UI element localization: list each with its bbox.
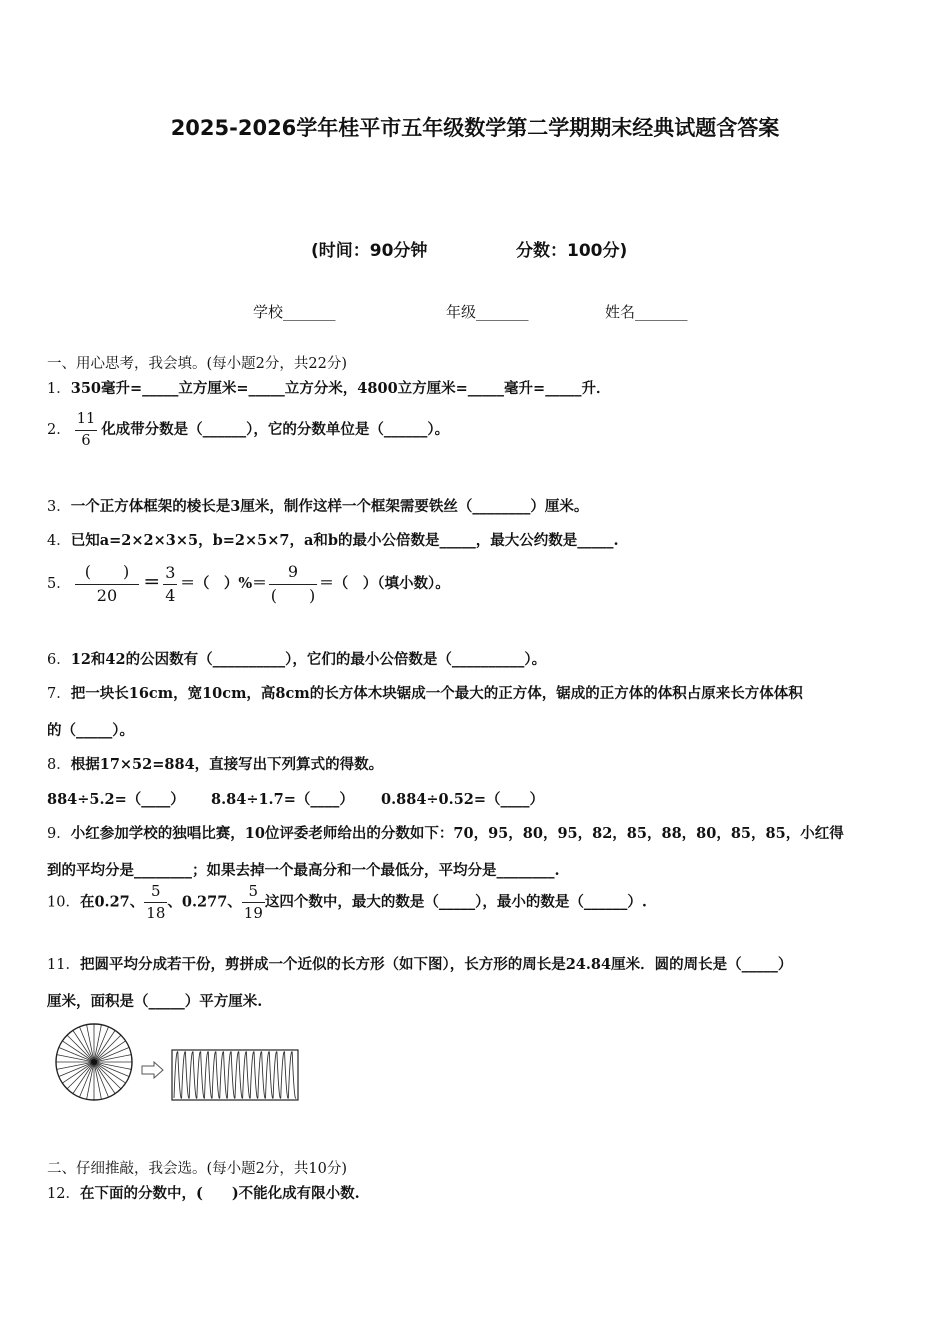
question-12 bbox=[47, 1182, 360, 1203]
fraction-denominator: ( ) bbox=[270, 586, 316, 605]
question-11 bbox=[47, 953, 792, 974]
fraction-numerator: 11 bbox=[75, 412, 97, 431]
question-number: 9． bbox=[47, 826, 71, 842]
question-5 bbox=[47, 564, 450, 604]
question-number: 6． bbox=[47, 652, 71, 668]
q8-item-3: 0.884÷0.52=（____） bbox=[381, 791, 545, 808]
question-text: 在下面的分数中，( )不能化成有限小数. bbox=[79, 1185, 360, 1202]
fraction-2 bbox=[163, 562, 177, 605]
question-text: 小红参加学校的独唱比赛，10位评委老师给出的分数如下：70，95，80，95，82，85，88，80，85，85，小红得 bbox=[70, 825, 844, 842]
name-field: 姓名_______ bbox=[605, 303, 688, 321]
question-10 bbox=[47, 884, 647, 921]
question-number: 5． bbox=[47, 576, 71, 592]
arrow-icon bbox=[142, 1062, 163, 1078]
question-number: 4． bbox=[47, 533, 71, 549]
question-2 bbox=[47, 412, 449, 448]
question-9-line-2: 到的平均分是________；如果去掉一个最高分和一个最低分，平均分是________. bbox=[47, 862, 560, 879]
question-text: 这四个数中，最大的数是（_____），最小的数是（______）. bbox=[264, 893, 647, 911]
fraction-denominator: 6 bbox=[81, 432, 91, 449]
fraction-numerator: 5 bbox=[242, 884, 265, 903]
circle-to-rectangle-figure bbox=[50, 1020, 310, 1110]
q8-item-1: 884÷5.2=（____） bbox=[47, 791, 185, 808]
question-text: 350毫升=_____立方厘米=_____立方分米，4800立方厘米=_____毫升=_____升． bbox=[70, 380, 611, 397]
fraction-denominator: 20 bbox=[96, 586, 118, 605]
exam-time: (时间：90分钟 bbox=[311, 241, 428, 261]
question-text: 化成带分数是（______），它的分数单位是（______）。 bbox=[101, 421, 450, 438]
q8-item-2: 8.84÷1.7=（____） bbox=[211, 791, 354, 808]
fraction-numerator: 3 bbox=[163, 565, 177, 585]
fraction-numerator: 9 bbox=[269, 564, 318, 585]
question-number: 2． bbox=[47, 422, 71, 438]
zigzag-path bbox=[174, 1052, 296, 1099]
question-7-line-2: 的（_____）。 bbox=[47, 722, 134, 739]
question-text: 在0.27、 bbox=[79, 893, 145, 911]
question-text: 根据17×52=884，直接写出下列算式的得数。 bbox=[70, 756, 384, 773]
sector-line bbox=[67, 1062, 94, 1089]
question-text: 把圆平均分成若干份，剪拼成一个近似的长方形（如下图），长方形的周长是24.84厘米．圆的周长是（_____） bbox=[79, 956, 793, 973]
fraction-3 bbox=[269, 564, 318, 604]
fraction-2 bbox=[242, 884, 265, 921]
question-number: 7． bbox=[47, 686, 71, 702]
question-4 bbox=[47, 529, 619, 550]
sector-line bbox=[94, 1035, 121, 1062]
question-number: 11． bbox=[47, 957, 80, 973]
question-number: 10． bbox=[47, 894, 80, 911]
fraction-numerator: 5 bbox=[144, 884, 167, 903]
section-2-heading: 二、仔细推敲，我会选。(每小题2分，共10分) bbox=[47, 1161, 347, 1177]
question-11-line-2: 厘米，面积是（_____）平方厘米. bbox=[47, 993, 263, 1010]
page-title: 2025-2026学年桂平市五年级数学第二学期期末经典试题含答案 bbox=[170, 116, 780, 140]
rectangle-sectors bbox=[174, 1052, 296, 1099]
circle-center bbox=[91, 1059, 97, 1065]
fraction-numerator: ( ) bbox=[75, 564, 140, 585]
question-1 bbox=[47, 377, 610, 398]
question-text: ＝（ ）（填小数）。 bbox=[319, 575, 450, 592]
fraction-denominator: 19 bbox=[243, 904, 263, 922]
question-text: 把一块长16cm，宽10cm，高8cm的长方体木块锯成一个最大的正方体，锯成的正方体的体积占原来长方体体积 bbox=[70, 685, 803, 702]
fraction-1 bbox=[144, 884, 167, 921]
question-number: 8． bbox=[47, 757, 71, 773]
question-text: 已知a=2×2×3×5，b=2×5×7，a和b的最小公倍数是_____，最大公约数是_____. bbox=[70, 532, 619, 549]
question-text: ＝（ ）%＝ bbox=[180, 575, 267, 592]
fraction-denominator: 18 bbox=[146, 904, 166, 922]
fraction-denominator: 4 bbox=[165, 585, 176, 605]
question-3 bbox=[47, 495, 588, 516]
sector-line bbox=[94, 1062, 121, 1089]
fraction bbox=[75, 412, 97, 448]
question-7 bbox=[47, 682, 803, 703]
question-8 bbox=[47, 753, 383, 774]
question-6 bbox=[47, 648, 546, 669]
question-9 bbox=[47, 822, 844, 843]
question-text: 12和42的公因数有（__________），它们的最小公倍数是（__________）。 bbox=[70, 651, 547, 668]
school-field: 学校_______ bbox=[253, 303, 336, 321]
sector-line bbox=[67, 1035, 94, 1062]
question-text: 、0.277、 bbox=[167, 893, 242, 911]
grade-field: 年级_______ bbox=[446, 303, 529, 321]
exam-score: 分数：100分) bbox=[516, 241, 628, 261]
question-text: 一个正方体框架的棱长是3厘米，制作这样一个框架需要铁丝（________）厘米。 bbox=[70, 498, 589, 515]
question-number: 3． bbox=[47, 499, 71, 515]
question-number: 1． bbox=[47, 381, 71, 397]
fraction-1 bbox=[75, 564, 140, 604]
section-1-heading: 一、用心思考，我会填。(每小题2分，共22分) bbox=[47, 356, 347, 372]
equals-sign: ＝ bbox=[143, 573, 161, 593]
question-number: 12． bbox=[47, 1186, 80, 1202]
